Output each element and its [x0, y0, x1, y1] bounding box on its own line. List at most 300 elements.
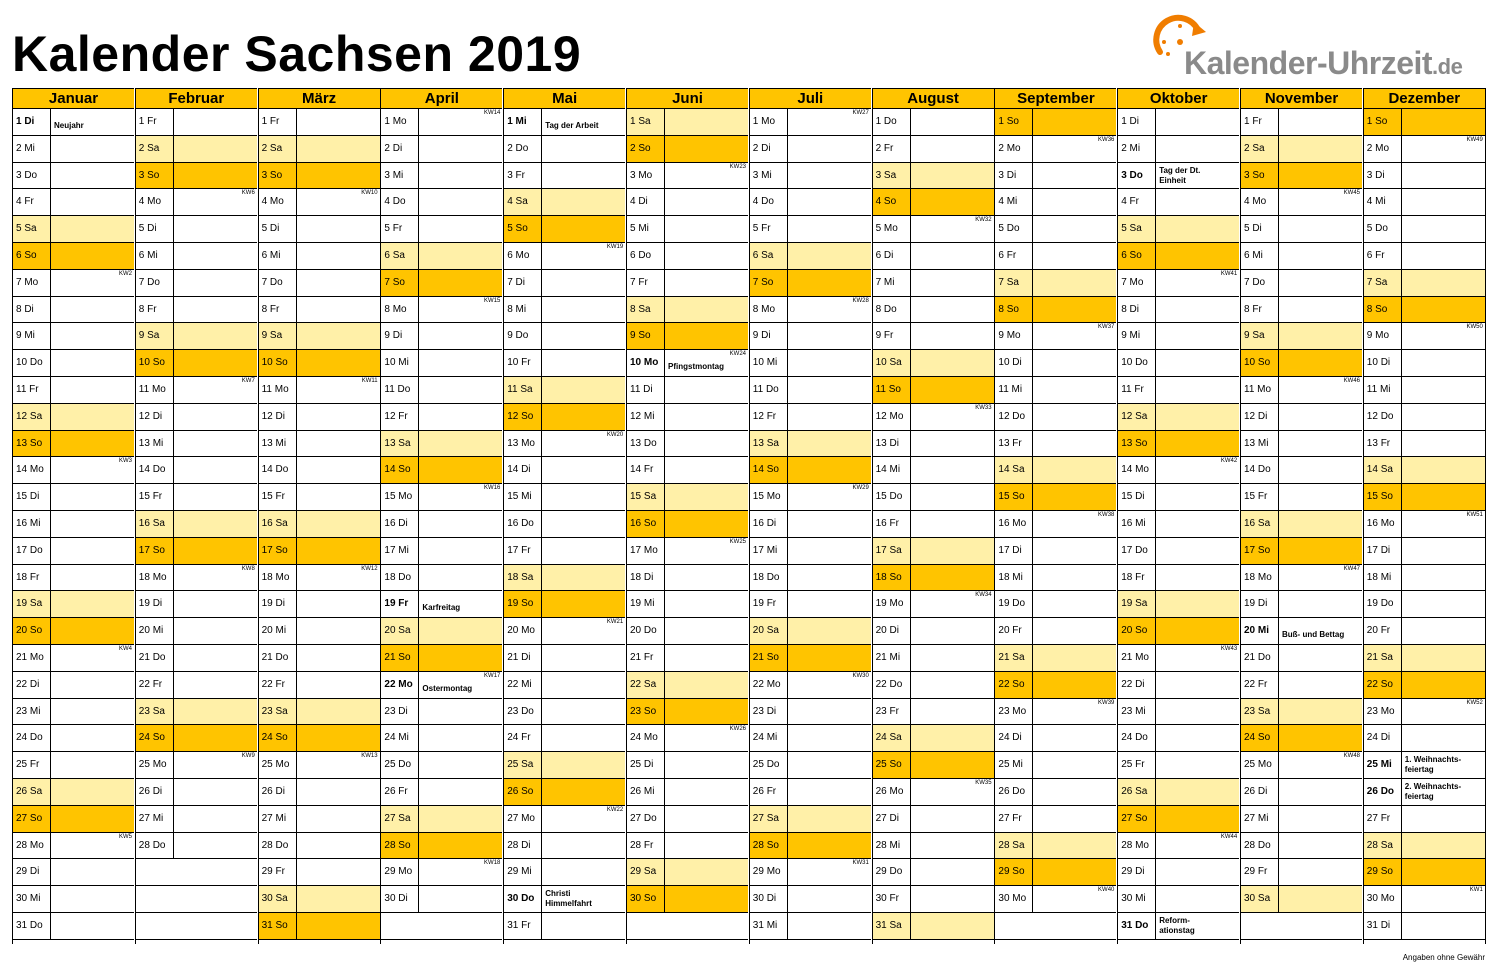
- day-cell[interactable]: [136, 377, 257, 404]
- day-cell[interactable]: [1364, 591, 1485, 618]
- day-cell[interactable]: [1241, 270, 1362, 297]
- day-cell[interactable]: [13, 725, 134, 752]
- day-cell[interactable]: [1241, 216, 1362, 243]
- day-cell[interactable]: [750, 243, 871, 270]
- day-cell[interactable]: [381, 886, 502, 913]
- day-cell[interactable]: [136, 431, 257, 458]
- day-cell[interactable]: [627, 833, 748, 860]
- day-cell[interactable]: [995, 886, 1116, 913]
- day-cell[interactable]: [1241, 725, 1362, 752]
- day-cell[interactable]: [873, 779, 994, 806]
- day-cell[interactable]: [504, 457, 625, 484]
- day-cell[interactable]: [873, 431, 994, 458]
- day-cell[interactable]: [13, 297, 134, 324]
- day-cell[interactable]: [995, 297, 1116, 324]
- day-cell[interactable]: [873, 163, 994, 190]
- day-cell[interactable]: [259, 163, 380, 190]
- day-cell[interactable]: [627, 163, 748, 190]
- day-cell[interactable]: [1364, 833, 1485, 860]
- day-cell[interactable]: [504, 377, 625, 404]
- day-cell[interactable]: [504, 189, 625, 216]
- day-cell[interactable]: [1364, 913, 1485, 940]
- day-cell[interactable]: [136, 109, 257, 136]
- day-cell[interactable]: [13, 565, 134, 592]
- day-cell[interactable]: [750, 672, 871, 699]
- day-cell[interactable]: [1118, 243, 1239, 270]
- day-cell[interactable]: [873, 350, 994, 377]
- day-cell[interactable]: [13, 163, 134, 190]
- day-cell[interactable]: [136, 538, 257, 565]
- day-cell[interactable]: [873, 136, 994, 163]
- day-cell[interactable]: [136, 404, 257, 431]
- day-cell[interactable]: [1118, 270, 1239, 297]
- day-cell[interactable]: [873, 859, 994, 886]
- day-cell[interactable]: [136, 645, 257, 672]
- day-cell[interactable]: [381, 163, 502, 190]
- day-cell[interactable]: [504, 806, 625, 833]
- day-cell[interactable]: [381, 699, 502, 726]
- day-cell[interactable]: [381, 538, 502, 565]
- day-cell[interactable]: [381, 457, 502, 484]
- day-cell[interactable]: [504, 270, 625, 297]
- day-cell[interactable]: [750, 189, 871, 216]
- day-cell[interactable]: [873, 591, 994, 618]
- day-cell[interactable]: [1241, 859, 1362, 886]
- day-cell[interactable]: [873, 484, 994, 511]
- day-cell[interactable]: [750, 377, 871, 404]
- day-cell[interactable]: [1364, 859, 1485, 886]
- day-cell[interactable]: [1118, 431, 1239, 458]
- day-cell[interactable]: [1241, 672, 1362, 699]
- day-cell[interactable]: [1118, 350, 1239, 377]
- day-cell[interactable]: [750, 591, 871, 618]
- day-cell[interactable]: [627, 431, 748, 458]
- day-cell[interactable]: [1241, 457, 1362, 484]
- day-cell[interactable]: [995, 833, 1116, 860]
- day-cell[interactable]: [1364, 886, 1485, 913]
- day-cell[interactable]: [1364, 350, 1485, 377]
- day-cell[interactable]: [136, 591, 257, 618]
- day-cell[interactable]: [136, 806, 257, 833]
- day-cell[interactable]: [873, 752, 994, 779]
- day-cell[interactable]: [381, 243, 502, 270]
- day-cell[interactable]: [873, 618, 994, 645]
- day-cell[interactable]: [504, 511, 625, 538]
- day-cell[interactable]: [504, 109, 625, 136]
- day-cell[interactable]: [750, 699, 871, 726]
- day-cell[interactable]: [1118, 457, 1239, 484]
- day-cell[interactable]: [1241, 404, 1362, 431]
- day-cell[interactable]: [995, 511, 1116, 538]
- day-cell[interactable]: [136, 270, 257, 297]
- day-cell[interactable]: [750, 457, 871, 484]
- day-cell[interactable]: [750, 136, 871, 163]
- day-cell[interactable]: [1118, 511, 1239, 538]
- day-cell[interactable]: [995, 404, 1116, 431]
- day-cell[interactable]: [1118, 323, 1239, 350]
- day-cell[interactable]: [1118, 297, 1239, 324]
- day-cell[interactable]: [750, 297, 871, 324]
- day-cell[interactable]: [1241, 538, 1362, 565]
- day-cell[interactable]: [627, 350, 748, 377]
- day-cell[interactable]: [136, 752, 257, 779]
- day-cell[interactable]: [1364, 270, 1485, 297]
- day-cell[interactable]: [1118, 163, 1239, 190]
- day-cell[interactable]: [504, 136, 625, 163]
- day-cell[interactable]: [13, 243, 134, 270]
- day-cell[interactable]: [627, 779, 748, 806]
- day-cell[interactable]: [1241, 484, 1362, 511]
- day-cell[interactable]: [995, 109, 1116, 136]
- day-cell[interactable]: [750, 565, 871, 592]
- day-cell[interactable]: [504, 484, 625, 511]
- day-cell[interactable]: [504, 538, 625, 565]
- day-cell[interactable]: [1364, 779, 1485, 806]
- day-cell[interactable]: [259, 270, 380, 297]
- day-cell[interactable]: [627, 806, 748, 833]
- day-cell[interactable]: [627, 672, 748, 699]
- day-cell[interactable]: [873, 565, 994, 592]
- day-cell[interactable]: [13, 404, 134, 431]
- day-cell[interactable]: [504, 431, 625, 458]
- day-cell[interactable]: [381, 752, 502, 779]
- day-cell[interactable]: [1364, 404, 1485, 431]
- day-cell[interactable]: [1364, 565, 1485, 592]
- day-cell[interactable]: [1241, 886, 1362, 913]
- day-cell[interactable]: [259, 699, 380, 726]
- day-cell[interactable]: [259, 136, 380, 163]
- day-cell[interactable]: [995, 163, 1116, 190]
- day-cell[interactable]: [381, 270, 502, 297]
- day-cell[interactable]: [381, 216, 502, 243]
- day-cell[interactable]: [259, 833, 380, 860]
- day-cell[interactable]: [381, 725, 502, 752]
- day-cell[interactable]: [259, 806, 380, 833]
- day-cell[interactable]: [381, 591, 502, 618]
- day-cell[interactable]: [750, 859, 871, 886]
- day-cell[interactable]: [504, 297, 625, 324]
- day-cell[interactable]: [873, 725, 994, 752]
- day-cell[interactable]: [13, 323, 134, 350]
- day-cell[interactable]: [627, 618, 748, 645]
- day-cell[interactable]: [1118, 591, 1239, 618]
- day-cell[interactable]: [750, 618, 871, 645]
- day-cell[interactable]: [504, 404, 625, 431]
- day-cell[interactable]: [995, 538, 1116, 565]
- day-cell[interactable]: [873, 109, 994, 136]
- day-cell[interactable]: [1364, 109, 1485, 136]
- day-cell[interactable]: [1241, 109, 1362, 136]
- day-cell[interactable]: [1241, 243, 1362, 270]
- day-cell[interactable]: [381, 189, 502, 216]
- day-cell[interactable]: [995, 565, 1116, 592]
- day-cell[interactable]: [1364, 752, 1485, 779]
- day-cell[interactable]: [750, 431, 871, 458]
- day-cell[interactable]: [381, 323, 502, 350]
- day-cell[interactable]: [873, 699, 994, 726]
- day-cell[interactable]: [1118, 136, 1239, 163]
- day-cell[interactable]: [259, 859, 380, 886]
- day-cell[interactable]: [1118, 752, 1239, 779]
- day-cell[interactable]: [873, 297, 994, 324]
- day-cell[interactable]: [504, 618, 625, 645]
- day-cell[interactable]: [1364, 511, 1485, 538]
- day-cell[interactable]: [1364, 216, 1485, 243]
- day-cell[interactable]: [1364, 538, 1485, 565]
- day-cell[interactable]: [136, 699, 257, 726]
- day-cell[interactable]: [259, 243, 380, 270]
- day-cell[interactable]: [504, 913, 625, 940]
- day-cell[interactable]: [13, 538, 134, 565]
- day-cell[interactable]: [13, 752, 134, 779]
- day-cell[interactable]: [504, 565, 625, 592]
- day-cell[interactable]: [381, 618, 502, 645]
- day-cell[interactable]: [136, 350, 257, 377]
- day-cell[interactable]: [1118, 699, 1239, 726]
- day-cell[interactable]: [1364, 189, 1485, 216]
- day-cell[interactable]: [381, 404, 502, 431]
- day-cell[interactable]: [381, 377, 502, 404]
- day-cell[interactable]: [627, 136, 748, 163]
- day-cell[interactable]: [381, 779, 502, 806]
- day-cell[interactable]: [259, 109, 380, 136]
- day-cell[interactable]: [136, 297, 257, 324]
- day-cell[interactable]: [13, 886, 134, 913]
- day-cell[interactable]: [1118, 806, 1239, 833]
- day-cell[interactable]: [504, 591, 625, 618]
- day-cell[interactable]: [1364, 431, 1485, 458]
- day-cell[interactable]: [136, 833, 257, 860]
- day-cell[interactable]: [1241, 163, 1362, 190]
- day-cell[interactable]: [750, 913, 871, 940]
- day-cell[interactable]: [13, 136, 134, 163]
- day-cell[interactable]: [1118, 484, 1239, 511]
- day-cell[interactable]: [259, 618, 380, 645]
- day-cell[interactable]: [13, 806, 134, 833]
- day-cell[interactable]: [259, 189, 380, 216]
- day-cell[interactable]: [259, 323, 380, 350]
- day-cell[interactable]: [259, 886, 380, 913]
- day-cell[interactable]: [1364, 645, 1485, 672]
- day-cell[interactable]: [1118, 618, 1239, 645]
- day-cell[interactable]: [995, 457, 1116, 484]
- day-cell[interactable]: [259, 350, 380, 377]
- day-cell[interactable]: [627, 725, 748, 752]
- day-cell[interactable]: [750, 404, 871, 431]
- day-cell[interactable]: [750, 216, 871, 243]
- day-cell[interactable]: [1118, 216, 1239, 243]
- day-cell[interactable]: [259, 297, 380, 324]
- day-cell[interactable]: [873, 216, 994, 243]
- day-cell[interactable]: [136, 136, 257, 163]
- day-cell[interactable]: [1241, 645, 1362, 672]
- day-cell[interactable]: [1241, 350, 1362, 377]
- day-cell[interactable]: [13, 270, 134, 297]
- day-cell[interactable]: [259, 431, 380, 458]
- day-cell[interactable]: [381, 565, 502, 592]
- day-cell[interactable]: [381, 297, 502, 324]
- day-cell[interactable]: [1241, 699, 1362, 726]
- day-cell[interactable]: [1118, 404, 1239, 431]
- day-cell[interactable]: [259, 404, 380, 431]
- day-cell[interactable]: [1241, 511, 1362, 538]
- day-cell[interactable]: [995, 859, 1116, 886]
- day-cell[interactable]: [1364, 377, 1485, 404]
- day-cell[interactable]: [1118, 725, 1239, 752]
- day-cell[interactable]: [873, 511, 994, 538]
- day-cell[interactable]: [750, 886, 871, 913]
- day-cell[interactable]: [995, 591, 1116, 618]
- day-cell[interactable]: [136, 216, 257, 243]
- day-cell[interactable]: [136, 484, 257, 511]
- day-cell[interactable]: [1241, 189, 1362, 216]
- day-cell[interactable]: [1364, 323, 1485, 350]
- day-cell[interactable]: [750, 645, 871, 672]
- day-cell[interactable]: [627, 565, 748, 592]
- day-cell[interactable]: [1118, 565, 1239, 592]
- day-cell[interactable]: [750, 323, 871, 350]
- day-cell[interactable]: [627, 511, 748, 538]
- day-cell[interactable]: [750, 109, 871, 136]
- day-cell[interactable]: [381, 859, 502, 886]
- day-cell[interactable]: [504, 163, 625, 190]
- day-cell[interactable]: [1241, 591, 1362, 618]
- day-cell[interactable]: [1364, 725, 1485, 752]
- day-cell[interactable]: [1364, 136, 1485, 163]
- day-cell[interactable]: [627, 457, 748, 484]
- day-cell[interactable]: [381, 806, 502, 833]
- day-cell[interactable]: [1241, 833, 1362, 860]
- day-cell[interactable]: [504, 752, 625, 779]
- day-cell[interactable]: [381, 833, 502, 860]
- day-cell[interactable]: [259, 591, 380, 618]
- day-cell[interactable]: [381, 645, 502, 672]
- day-cell[interactable]: [13, 216, 134, 243]
- day-cell[interactable]: [995, 270, 1116, 297]
- day-cell[interactable]: [873, 457, 994, 484]
- day-cell[interactable]: [1118, 377, 1239, 404]
- day-cell[interactable]: [750, 350, 871, 377]
- day-cell[interactable]: [13, 377, 134, 404]
- day-cell[interactable]: [13, 779, 134, 806]
- day-cell[interactable]: [13, 859, 134, 886]
- day-cell[interactable]: [136, 163, 257, 190]
- day-cell[interactable]: [13, 189, 134, 216]
- day-cell[interactable]: [627, 886, 748, 913]
- day-cell[interactable]: [627, 699, 748, 726]
- day-cell[interactable]: [136, 618, 257, 645]
- day-cell[interactable]: [259, 538, 380, 565]
- day-cell[interactable]: [504, 350, 625, 377]
- day-cell[interactable]: [627, 645, 748, 672]
- day-cell[interactable]: [1118, 645, 1239, 672]
- day-cell[interactable]: [873, 189, 994, 216]
- day-cell[interactable]: [13, 591, 134, 618]
- day-cell[interactable]: [873, 538, 994, 565]
- day-cell[interactable]: [381, 350, 502, 377]
- day-cell[interactable]: [627, 404, 748, 431]
- day-cell[interactable]: [750, 725, 871, 752]
- day-cell[interactable]: [381, 109, 502, 136]
- day-cell[interactable]: [504, 859, 625, 886]
- day-cell[interactable]: [627, 538, 748, 565]
- day-cell[interactable]: [1118, 913, 1239, 940]
- day-cell[interactable]: [136, 243, 257, 270]
- day-cell[interactable]: [504, 216, 625, 243]
- day-cell[interactable]: [504, 645, 625, 672]
- day-cell[interactable]: [627, 270, 748, 297]
- day-cell[interactable]: [136, 779, 257, 806]
- day-cell[interactable]: [627, 859, 748, 886]
- day-cell[interactable]: [259, 645, 380, 672]
- day-cell[interactable]: [504, 323, 625, 350]
- day-cell[interactable]: [13, 511, 134, 538]
- day-cell[interactable]: [627, 591, 748, 618]
- day-cell[interactable]: [504, 672, 625, 699]
- day-cell[interactable]: [627, 297, 748, 324]
- day-cell[interactable]: [995, 779, 1116, 806]
- day-cell[interactable]: [259, 565, 380, 592]
- day-cell[interactable]: [259, 511, 380, 538]
- day-cell[interactable]: [750, 270, 871, 297]
- day-cell[interactable]: [750, 752, 871, 779]
- day-cell[interactable]: [381, 484, 502, 511]
- day-cell[interactable]: [13, 109, 134, 136]
- day-cell[interactable]: [873, 323, 994, 350]
- day-cell[interactable]: [873, 886, 994, 913]
- day-cell[interactable]: [259, 216, 380, 243]
- day-cell[interactable]: [1364, 163, 1485, 190]
- day-cell[interactable]: [873, 913, 994, 940]
- day-cell[interactable]: [995, 189, 1116, 216]
- day-cell[interactable]: [627, 752, 748, 779]
- day-cell[interactable]: [995, 323, 1116, 350]
- day-cell[interactable]: [995, 431, 1116, 458]
- day-cell[interactable]: [873, 404, 994, 431]
- day-cell[interactable]: [1118, 189, 1239, 216]
- day-cell[interactable]: [259, 377, 380, 404]
- day-cell[interactable]: [13, 645, 134, 672]
- day-cell[interactable]: [995, 216, 1116, 243]
- day-cell[interactable]: [13, 457, 134, 484]
- day-cell[interactable]: [750, 779, 871, 806]
- day-cell[interactable]: [136, 672, 257, 699]
- day-cell[interactable]: [13, 833, 134, 860]
- day-cell[interactable]: [504, 833, 625, 860]
- day-cell[interactable]: [13, 672, 134, 699]
- day-cell[interactable]: [1118, 779, 1239, 806]
- day-cell[interactable]: [13, 350, 134, 377]
- day-cell[interactable]: [136, 323, 257, 350]
- day-cell[interactable]: [504, 779, 625, 806]
- day-cell[interactable]: [750, 806, 871, 833]
- day-cell[interactable]: [259, 752, 380, 779]
- day-cell[interactable]: [627, 216, 748, 243]
- day-cell[interactable]: [1118, 538, 1239, 565]
- day-cell[interactable]: [1118, 833, 1239, 860]
- day-cell[interactable]: [504, 243, 625, 270]
- day-cell[interactable]: [873, 806, 994, 833]
- day-cell[interactable]: [1364, 699, 1485, 726]
- day-cell[interactable]: [873, 672, 994, 699]
- day-cell[interactable]: [259, 484, 380, 511]
- day-cell[interactable]: [1241, 806, 1362, 833]
- day-cell[interactable]: [1241, 323, 1362, 350]
- day-cell[interactable]: [136, 189, 257, 216]
- day-cell[interactable]: [259, 725, 380, 752]
- day-cell[interactable]: [136, 511, 257, 538]
- day-cell[interactable]: [13, 699, 134, 726]
